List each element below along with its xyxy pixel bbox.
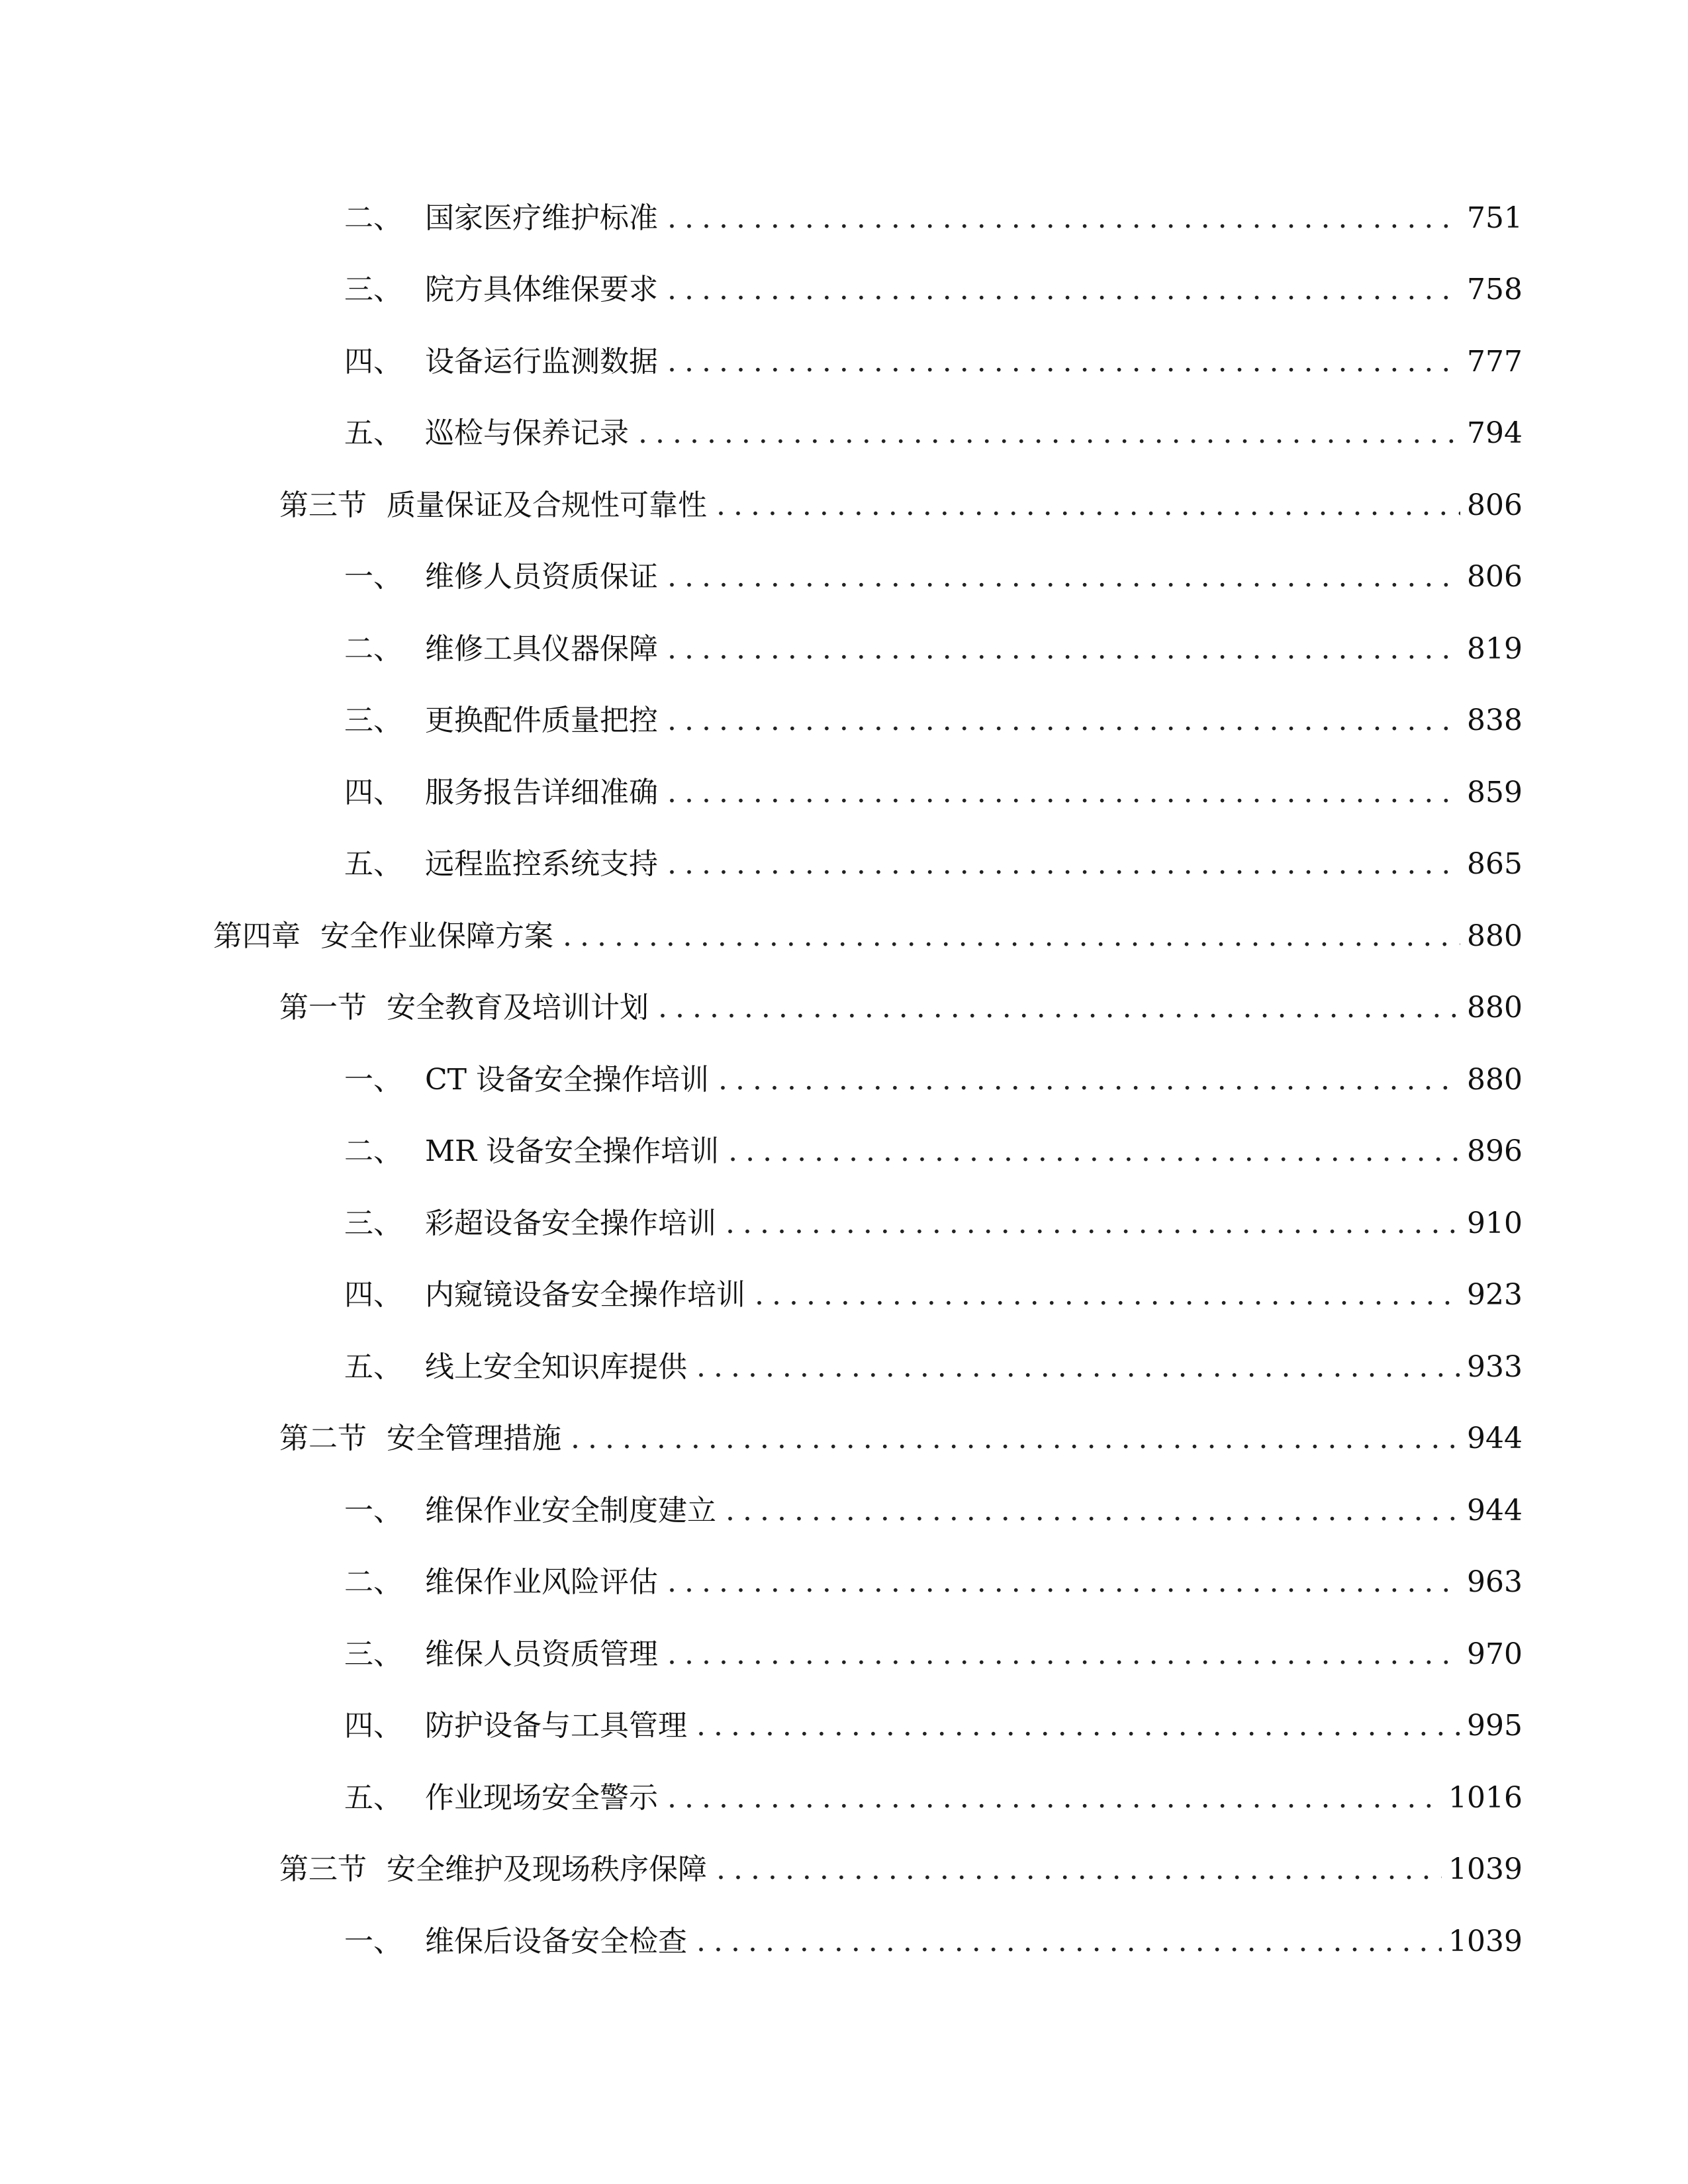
toc-entry-number: 二、 <box>344 1565 402 1599</box>
toc-entry[interactable] <box>344 192 1523 245</box>
toc-entry-page: 758 <box>1467 273 1523 306</box>
toc-entry[interactable] <box>344 1484 1523 1537</box>
toc-dot-leader <box>696 1341 1460 1394</box>
toc-entry-title: 安全维护及现场秩序保障 <box>387 1852 707 1886</box>
toc-entry-page: 880 <box>1467 991 1523 1024</box>
toc-dot-leader <box>696 1700 1460 1752</box>
toc-entry-page: 859 <box>1467 776 1523 809</box>
toc-entry-page: 995 <box>1467 1709 1523 1743</box>
toc-entry-page: 896 <box>1467 1134 1523 1168</box>
toc-dot-leader <box>571 1412 1460 1465</box>
toc-entry-number: 第四章 <box>213 919 301 953</box>
toc-dot-leader <box>728 1125 1460 1178</box>
toc-entry-page: 1039 <box>1448 1852 1523 1886</box>
toc-entry[interactable] <box>344 336 1523 388</box>
toc-entry-page: 838 <box>1467 704 1523 737</box>
toc-entry-title: 安全作业保障方案 <box>320 919 553 953</box>
toc-entry-title: 远程监控系统支持 <box>425 847 658 881</box>
toc-entry-page: 910 <box>1467 1206 1523 1240</box>
toc-entry-page: 944 <box>1467 1422 1523 1455</box>
toc-entry-page: 880 <box>1467 919 1523 953</box>
toc-entry[interactable] <box>344 1125 1523 1178</box>
toc-entry-page: 933 <box>1467 1350 1523 1384</box>
toc-dot-leader <box>667 263 1460 316</box>
toc-entry-title: 线上安全知识库提供 <box>425 1350 687 1384</box>
toc-entry[interactable] <box>344 551 1523 604</box>
toc-entry-title: 维保作业风险评估 <box>425 1565 658 1599</box>
toc-dot-leader <box>667 1772 1442 1825</box>
toc-entry[interactable] <box>279 1412 1523 1465</box>
toc-entry-title: 质量保证及合规性可靠性 <box>387 488 707 522</box>
toc-entry-number: 第一节 <box>279 991 367 1024</box>
toc-entry[interactable] <box>344 694 1523 747</box>
toc-entry-number: 一、 <box>344 1925 402 1958</box>
toc-entry-number: 二、 <box>344 632 402 666</box>
toc-entry[interactable] <box>344 1341 1523 1394</box>
toc-entry-page: 1039 <box>1448 1925 1523 1958</box>
toc-entry-number: 第三节 <box>279 1852 367 1886</box>
toc-entry-title: 服务报告详细准确 <box>425 776 658 809</box>
toc-entry[interactable] <box>279 981 1523 1034</box>
toc-dot-leader <box>667 623 1460 676</box>
toc-entry-page: 777 <box>1467 345 1523 379</box>
toc-entry-title: MR 设备安全操作培训 <box>425 1134 720 1168</box>
toc-dot-leader <box>667 1556 1460 1609</box>
toc-dot-leader <box>716 1843 1442 1896</box>
toc-entry-title: 院方具体维保要求 <box>425 273 658 306</box>
toc-entry[interactable] <box>279 1843 1523 1896</box>
toc-entry-page: 1016 <box>1448 1781 1523 1815</box>
toc-entry-title: 维修人员资质保证 <box>425 560 658 594</box>
toc-entry-page: 819 <box>1467 632 1523 666</box>
toc-entry-number: 第二节 <box>279 1422 367 1455</box>
toc-entry-title: 设备运行监测数据 <box>425 345 658 379</box>
toc-entry-title: 维保人员资质管理 <box>425 1637 658 1671</box>
toc-dot-leader <box>726 1484 1460 1537</box>
toc-dot-leader <box>638 407 1460 460</box>
toc-entry[interactable] <box>344 1915 1523 1968</box>
toc-entry[interactable] <box>344 838 1523 891</box>
toc-entry[interactable] <box>344 1054 1523 1107</box>
toc-entry-number: 五、 <box>344 416 402 450</box>
toc-entry-page: 806 <box>1467 560 1523 594</box>
toc-dot-leader <box>667 336 1460 388</box>
toc-entry-page: 794 <box>1467 416 1523 450</box>
toc-entry-title: 维保后设备安全检查 <box>425 1925 687 1958</box>
toc-entry-number: 五、 <box>344 1781 402 1815</box>
toc-dot-leader <box>755 1269 1460 1322</box>
toc-entry[interactable] <box>213 910 1523 963</box>
toc-entry-title: CT 设备安全操作培训 <box>425 1063 709 1097</box>
toc-entry-number: 三、 <box>344 273 402 306</box>
toc-entry[interactable] <box>344 1700 1523 1752</box>
toc-dot-leader <box>658 981 1460 1034</box>
toc-dot-leader <box>718 1054 1460 1107</box>
toc-entry[interactable] <box>344 263 1523 316</box>
toc-dot-leader <box>726 1197 1460 1250</box>
toc-entry-number: 五、 <box>344 847 402 881</box>
toc-dot-leader <box>716 479 1460 532</box>
toc-dot-leader <box>696 1915 1442 1968</box>
toc-entry-number: 二、 <box>344 1134 402 1168</box>
toc-entry-number: 一、 <box>344 1494 402 1527</box>
toc-entry-title: 防护设备与工具管理 <box>425 1709 687 1743</box>
toc-entry[interactable] <box>279 479 1523 532</box>
toc-dot-leader <box>563 910 1460 963</box>
toc-entry-number: 三、 <box>344 1637 402 1671</box>
toc-entry[interactable] <box>344 766 1523 819</box>
toc-entry-page: 865 <box>1467 847 1523 881</box>
toc-entry-title: 安全教育及培训计划 <box>387 991 649 1024</box>
toc-entry-page: 880 <box>1467 1063 1523 1097</box>
toc-entry-title: 维保作业安全制度建立 <box>425 1494 716 1527</box>
toc-entry-number: 三、 <box>344 1206 402 1240</box>
toc-entry-title: 更换配件质量把控 <box>425 704 658 737</box>
toc-entry-page: 751 <box>1467 201 1523 235</box>
toc-entry-number: 四、 <box>344 776 402 809</box>
toc-entry-title: 内窥镜设备安全操作培训 <box>425 1278 745 1312</box>
toc-entry-title: 国家医疗维护标准 <box>425 201 658 235</box>
toc-entry-number: 一、 <box>344 560 402 594</box>
toc-entry[interactable] <box>344 1197 1523 1250</box>
toc-entry-page: 806 <box>1467 488 1523 522</box>
toc-dot-leader <box>667 1628 1460 1681</box>
toc-entry[interactable] <box>344 1628 1523 1681</box>
toc-entry-page: 963 <box>1467 1565 1523 1599</box>
toc-entry-number: 第三节 <box>279 488 367 522</box>
toc-dot-leader <box>667 694 1460 747</box>
toc-entry-title: 安全管理措施 <box>387 1422 561 1455</box>
toc-entry[interactable] <box>344 1556 1523 1609</box>
toc-entry-title: 彩超设备安全操作培训 <box>425 1206 716 1240</box>
toc-entry[interactable] <box>344 1269 1523 1322</box>
toc-entry[interactable] <box>344 623 1523 676</box>
toc-dot-leader <box>667 838 1460 891</box>
toc-entry-number: 一、 <box>344 1063 402 1097</box>
toc-entry-page: 970 <box>1467 1637 1523 1671</box>
toc-dot-leader <box>667 551 1460 604</box>
toc-entry-title: 维修工具仪器保障 <box>425 632 658 666</box>
toc-entry-number: 三、 <box>344 704 402 737</box>
toc-entry-number: 四、 <box>344 1709 402 1743</box>
toc-dot-leader <box>667 766 1460 819</box>
toc-entry[interactable] <box>344 1772 1523 1825</box>
toc-dot-leader <box>667 192 1460 245</box>
toc-entry-title: 作业现场安全警示 <box>425 1781 658 1815</box>
toc-entry-number: 四、 <box>344 1278 402 1312</box>
toc-entry-number: 四、 <box>344 345 402 379</box>
toc-entry[interactable] <box>344 407 1523 460</box>
toc-entry-title: 巡检与保养记录 <box>425 416 629 450</box>
toc-entry-page: 944 <box>1467 1494 1523 1527</box>
toc-entry-number: 五、 <box>344 1350 402 1384</box>
toc-entry-number: 二、 <box>344 201 402 235</box>
toc-entry-page: 923 <box>1467 1278 1523 1312</box>
